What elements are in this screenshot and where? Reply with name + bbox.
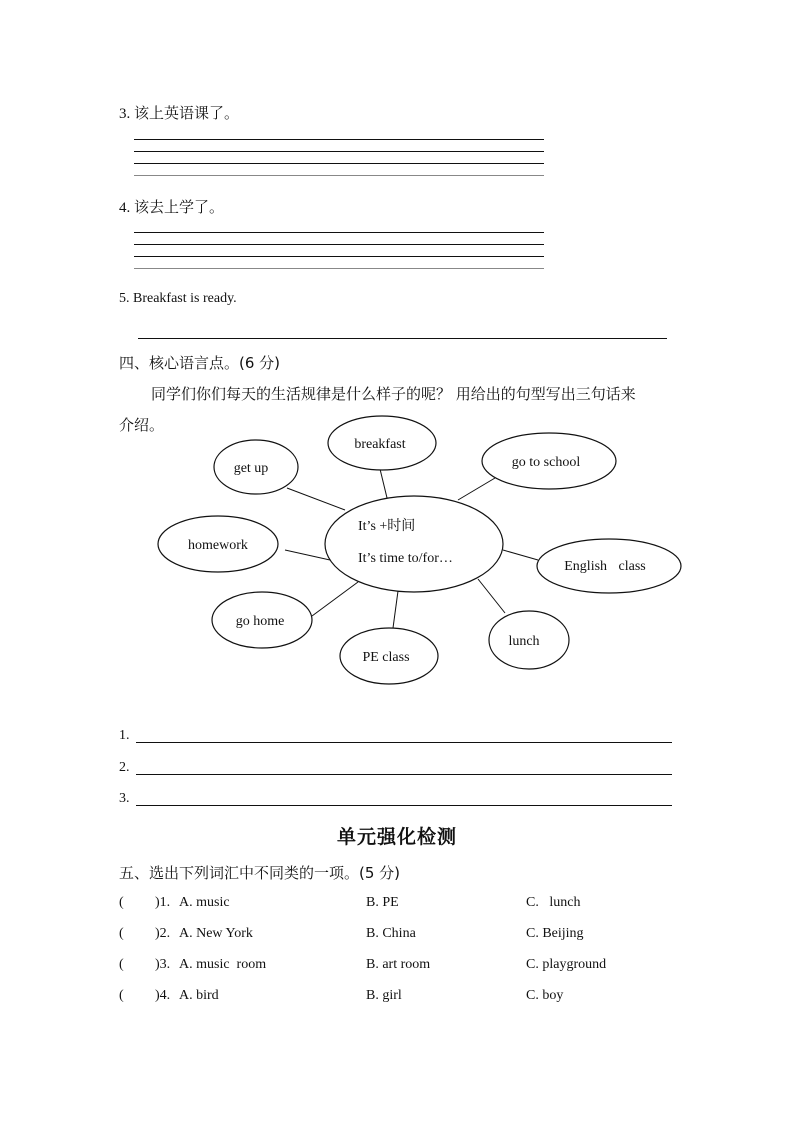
- answer-line-1[interactable]: [136, 742, 672, 743]
- item-number: )3.: [155, 957, 171, 972]
- writing-line: [134, 163, 544, 164]
- section-4-instruction-2: 介绍。: [119, 416, 165, 434]
- writing-line: [134, 151, 544, 152]
- option-b: B. PE: [366, 895, 399, 910]
- question-4: [119, 196, 224, 217]
- connector-line: [380, 469, 388, 502]
- answer-number: 3.: [119, 791, 130, 806]
- center-line-1: It’s +时间: [358, 519, 416, 534]
- item-number: )2.: [155, 926, 171, 941]
- item-number: )1.: [155, 895, 171, 910]
- option-b: B. art room: [366, 957, 431, 972]
- option-a: A. bird: [179, 988, 219, 1003]
- answer-paren-open[interactable]: (: [119, 926, 124, 941]
- option-b: B. girl: [366, 988, 402, 1003]
- answer-paren-open[interactable]: (: [119, 957, 124, 972]
- option-c: C. playground: [526, 957, 607, 972]
- option-c: C. lunch: [526, 895, 581, 910]
- section-4-heading: 四、核心语言点。(6 分): [119, 354, 281, 372]
- writing-line: [134, 244, 544, 245]
- bubble-label: go to school: [511, 455, 581, 470]
- item-number: )4.: [155, 988, 171, 1003]
- bubble-label: homework: [188, 538, 248, 553]
- connector-line: [503, 550, 538, 560]
- option-c: C. boy: [526, 988, 564, 1003]
- option-c: C. Beijing: [526, 926, 584, 941]
- connector-line: [393, 591, 398, 628]
- option-a: A. New York: [179, 926, 253, 941]
- connector-line: [312, 582, 358, 616]
- center-line-2: It’s time to/for…: [358, 551, 453, 566]
- question-4-text: 该去上学了。: [134, 198, 225, 216]
- connector-line: [287, 488, 345, 510]
- answer-line-q5[interactable]: [138, 338, 667, 339]
- section-4-instruction-1: 同学们你们每天的生活规律是什么样子的呢？ 用给出的句型写出三句话来: [151, 385, 636, 403]
- bubble-label: PE class: [362, 650, 410, 665]
- bubble-label: breakfast: [354, 437, 406, 452]
- mind-map: [0, 400, 794, 700]
- bubble-label: lunch: [508, 634, 540, 649]
- option-a: A. music: [179, 895, 230, 910]
- option-b: B. China: [366, 926, 416, 941]
- option-a: A. music room: [179, 957, 267, 972]
- writing-line: [134, 256, 544, 257]
- connector-line: [478, 579, 505, 613]
- question-3: [119, 102, 239, 123]
- answer-paren-open[interactable]: (: [119, 988, 124, 1003]
- answer-line-3[interactable]: [136, 805, 672, 806]
- question-5: 5. Breakfast is ready.: [119, 291, 237, 306]
- writing-line: [134, 268, 544, 269]
- section-5-heading: 五、选出下列词汇中不同类的一项。(5 分): [119, 864, 401, 882]
- writing-line: [134, 139, 544, 140]
- question-3-text: 该上英语课了。: [134, 104, 240, 122]
- bubble-label: English class: [564, 559, 646, 574]
- question-3-number: 3.: [119, 106, 131, 122]
- answer-line-2[interactable]: [136, 774, 672, 775]
- bubble-label: get up: [233, 461, 269, 476]
- writing-line: [134, 232, 544, 233]
- writing-line: [134, 175, 544, 176]
- bubble-label: go home: [235, 614, 285, 629]
- connector-line: [458, 478, 495, 500]
- connector-line: [285, 550, 330, 560]
- answer-paren-open[interactable]: (: [119, 895, 124, 910]
- unit-title: 单元强化检测: [336, 826, 457, 848]
- center-bubble: [325, 496, 503, 592]
- question-4-number: 4.: [119, 200, 131, 216]
- answer-number: 1.: [119, 728, 130, 743]
- answer-number: 2.: [119, 760, 130, 775]
